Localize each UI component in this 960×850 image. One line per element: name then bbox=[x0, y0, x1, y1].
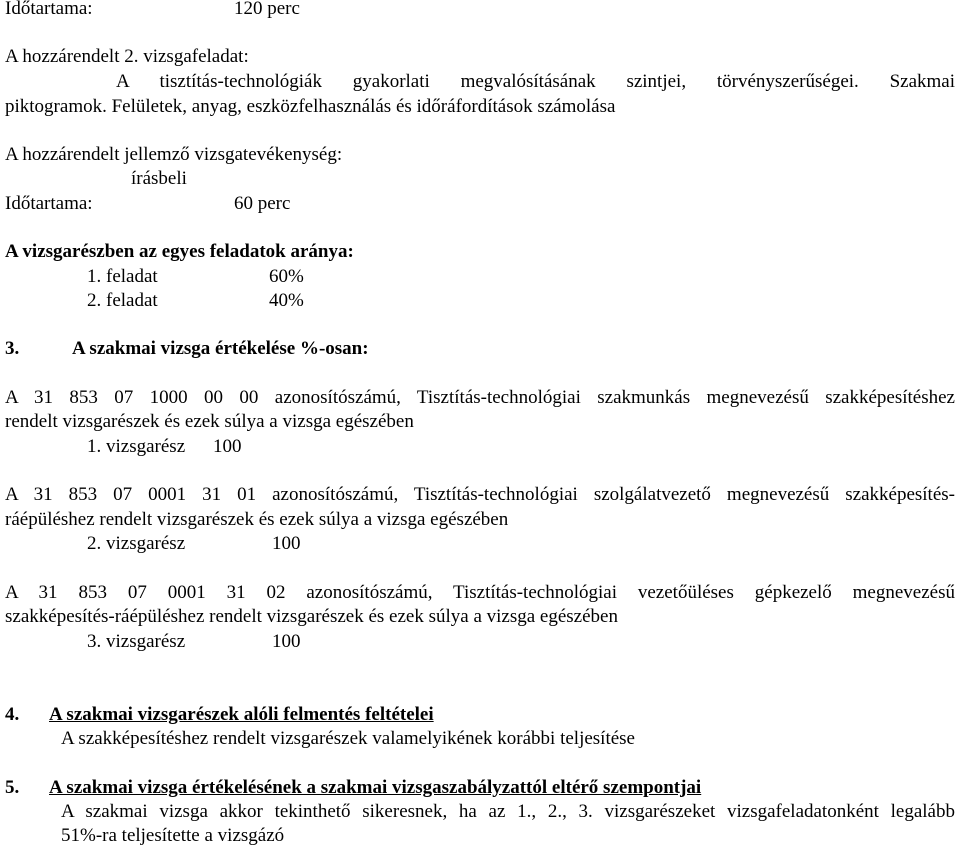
task2-duration-value: 60 perc bbox=[234, 193, 291, 214]
section4-text: A szakképesítéshez rendelt vizsgarészek valamelyikének korábbi teljesítése bbox=[61, 728, 635, 749]
section3-number: 3. bbox=[5, 338, 20, 359]
section3-title: A szakmai vizsga értékelése %-osan: bbox=[72, 338, 369, 359]
section3-block1-weight: 100 bbox=[213, 436, 242, 457]
task1-duration-value: 120 perc bbox=[234, 0, 300, 19]
ratio-row-1-label: 1. feladat bbox=[87, 266, 158, 287]
section3-block2-line1: A 31 853 07 0001 31 01 azonosítószámú, Tisztítás-technológiai szolgálatvezető megnevezésű szakképesítés- bbox=[5, 484, 955, 505]
section3-block1-line1: A 31 853 07 1000 00 00 azonosítószámú, Tisztítás-technológiai szakmunkás megnevezésű szakképesítéshez bbox=[5, 387, 955, 408]
task2-duration-label: Időtartama: bbox=[5, 193, 93, 214]
ratio-row-2-value: 40% bbox=[269, 290, 304, 311]
section3-block2-line2: ráépüléshez rendelt vizsgarészek és ezek súlya a vizsga egészében bbox=[5, 509, 509, 530]
section4-title: A szakmai vizsgarészek alóli felmentés feltételei bbox=[49, 704, 434, 725]
task2-text-line2: piktogramok. Felületek, anyag, eszközfelhasználás és időráfordítások számolása bbox=[5, 96, 616, 117]
section3-block2-weight: 100 bbox=[272, 533, 301, 554]
section4-number: 4. bbox=[5, 704, 20, 725]
section3-block1-part: 1. vizsgarész bbox=[87, 436, 186, 457]
task2-activity-value: írásbeli bbox=[131, 168, 187, 189]
task1-duration-label: Időtartama: bbox=[5, 0, 93, 19]
ratio-heading: A vizsgarészben az egyes feladatok aránya: bbox=[5, 241, 354, 262]
task2-heading: A hozzárendelt 2. vizsgafeladat: bbox=[5, 46, 249, 67]
section3-block3-line2: szakképesítés-ráépüléshez rendelt vizsgarészek és ezek súlya a vizsga egészében bbox=[5, 606, 618, 627]
ratio-row-1-value: 60% bbox=[269, 266, 304, 287]
ratio-row-2-label: 2. feladat bbox=[87, 290, 158, 311]
section5-number: 5. bbox=[5, 777, 20, 798]
section3-block1-line2: rendelt vizsgarészek és ezek súlya a vizsga egészében bbox=[5, 411, 414, 432]
section3-block3-weight: 100 bbox=[272, 631, 301, 652]
section5-title: A szakmai vizsga értékelésének a szakmai vizsgaszabályzattól eltérő szempontjai bbox=[49, 777, 702, 798]
section5-text-line1: A szakmai vizsga akkor tekinthető sikeresnek, ha az 1., 2., 3. vizsgarészeket vizsgafeladatonként legalább bbox=[61, 801, 955, 822]
task2-text-line1: A tisztítás-technológiák gyakorlati megvalósításának szintjei, törvényszerűségei. Szakmai bbox=[116, 71, 955, 92]
section5-text-line2: 51%-ra teljesítette a vizsgázó bbox=[61, 825, 285, 846]
section3-block3-part: 3. vizsgarész bbox=[87, 631, 186, 652]
section3-block2-part: 2. vizsgarész bbox=[87, 533, 186, 554]
task2-activity-label: A hozzárendelt jellemző vizsgatevékenység: bbox=[5, 144, 343, 165]
section3-block3-line1: A 31 853 07 0001 31 02 azonosítószámú, Tisztítás-technológiai vezetőüléses gépkezelő megnevezésű bbox=[5, 582, 955, 603]
